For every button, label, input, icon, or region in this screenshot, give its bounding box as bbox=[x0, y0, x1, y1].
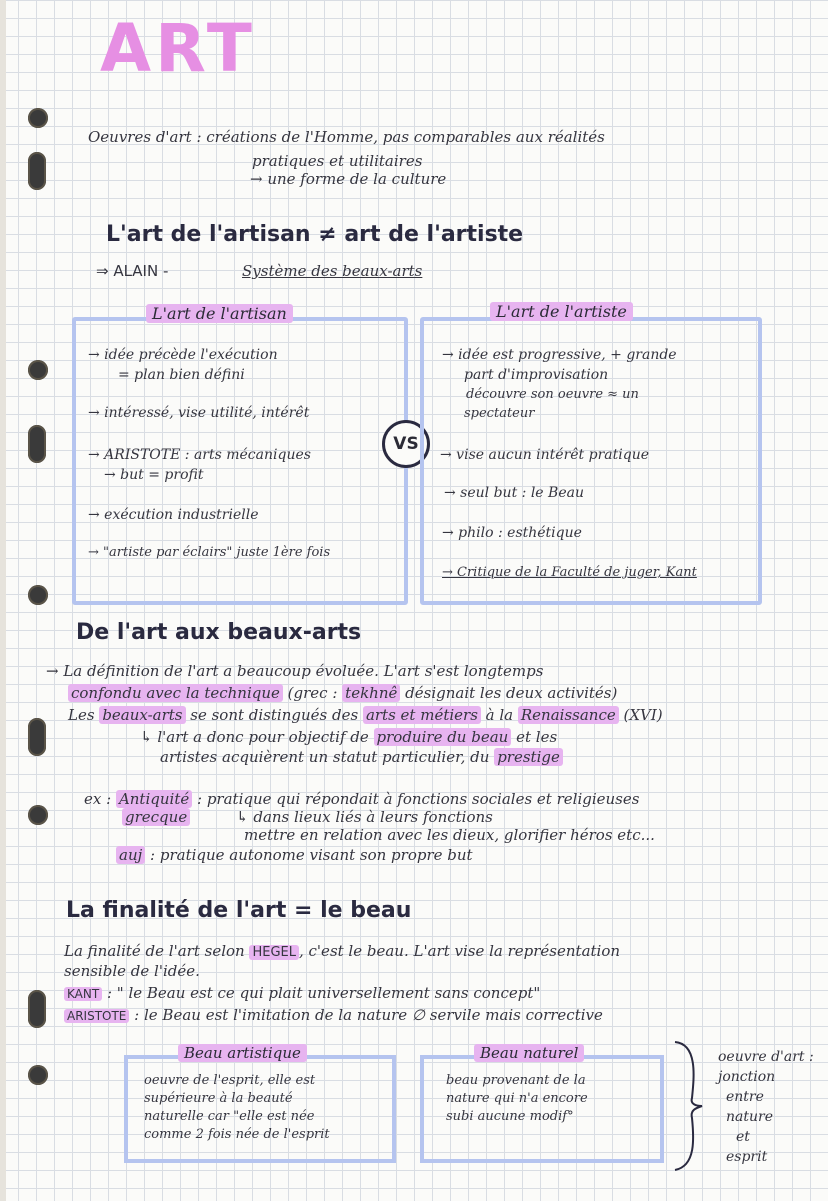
highlight: KANT bbox=[64, 987, 102, 1001]
binder-hole bbox=[28, 425, 46, 463]
binder-hole bbox=[28, 990, 46, 1028]
artisan-box-title: L'art de l'artisan bbox=[146, 304, 293, 323]
paragraph-line: confondu avec la technique (grec : tekhnê désignait les deux activités) bbox=[68, 684, 617, 702]
example-line: auj : pratique autonome visant son propre but bbox=[116, 846, 473, 864]
intro-line-3: → une forme de la culture bbox=[250, 170, 447, 188]
side-note: et bbox=[736, 1129, 750, 1145]
highlight: Antiquité bbox=[116, 790, 192, 808]
intro-line-1: Oeuvres d'art : créations de l'Homme, pas comparables aux réalités bbox=[88, 128, 605, 146]
example-line bbox=[122, 808, 190, 826]
list-item: découvre son oeuvre ≈ un bbox=[466, 387, 639, 402]
list-item: → vise aucun intérêt pratique bbox=[440, 447, 650, 463]
highlight: ARISTOTE bbox=[64, 1009, 129, 1023]
paragraph-line: artistes acquièrent un statut particulier, du prestige bbox=[160, 748, 563, 766]
list-item: part d'improvisation bbox=[464, 367, 609, 383]
list-item: spectateur bbox=[464, 406, 535, 421]
binder-hole bbox=[28, 805, 48, 825]
list-item: = plan bien défini bbox=[118, 367, 245, 383]
list-item: → ARISTOTE : arts mécaniques bbox=[88, 447, 311, 463]
paragraph-line: sensible de l'idée. bbox=[64, 962, 200, 980]
binder-hole bbox=[28, 1065, 48, 1085]
list-item: oeuvre de l'esprit, elle est bbox=[144, 1073, 316, 1088]
list-item: nature qui n'a encore bbox=[446, 1091, 588, 1106]
binder-hole bbox=[28, 360, 48, 380]
binder-hole bbox=[28, 108, 48, 128]
list-item: comme 2 fois née de l'esprit bbox=[144, 1127, 330, 1142]
highlight: beaux-arts bbox=[99, 706, 185, 724]
side-note: esprit bbox=[726, 1149, 768, 1165]
example-line: mettre en relation avec les dieux, glorifier héros etc... bbox=[244, 826, 655, 844]
list-item: → Critique de la Faculté de juger, Kant bbox=[442, 565, 697, 580]
binder-hole bbox=[28, 718, 46, 756]
list-item: subi aucune modif° bbox=[446, 1109, 574, 1124]
binder-hole bbox=[28, 152, 46, 190]
section-heading-beaux-arts: De l'art aux beaux-arts bbox=[76, 620, 362, 645]
section-heading-finalite: La finalité de l'art = le beau bbox=[66, 898, 412, 923]
alain-label: ⇒ ALAIN - bbox=[96, 262, 169, 280]
side-note: jonction bbox=[718, 1069, 776, 1085]
list-item: → idée précède l'exécution bbox=[88, 347, 278, 363]
list-item: → exécution industrielle bbox=[88, 507, 259, 523]
beau-artistique-title: Beau artistique bbox=[178, 1044, 307, 1062]
curly-brace bbox=[670, 1038, 710, 1174]
example-line: ex : Antiquité : pratique qui répondait à fonctions sociales et religieuses bbox=[84, 790, 640, 808]
side-note: oeuvre d'art : bbox=[718, 1049, 814, 1065]
highlight: prestige bbox=[494, 748, 563, 766]
paragraph-line: ↳ l'art a donc pour objectif de produire du beau et les bbox=[140, 728, 558, 746]
paragraph-line: → La définition de l'art a beaucoup évoluée. L'art s'est longtemps bbox=[46, 662, 544, 680]
kant-quote: KANT : " le Beau est ce qui plait universellement sans concept" bbox=[64, 984, 540, 1002]
list-item: → intéressé, vise utilité, intérêt bbox=[88, 405, 310, 421]
list-item: → seul but : le Beau bbox=[444, 485, 584, 501]
example-line: ↳ dans lieux liés à leurs fonctions bbox=[236, 808, 493, 826]
side-note: nature bbox=[726, 1109, 773, 1125]
side-note: entre bbox=[726, 1089, 764, 1105]
list-item: → "artiste par éclairs" juste 1ère fois bbox=[88, 545, 331, 560]
list-item: beau provenant de la bbox=[446, 1073, 586, 1088]
list-item: supérieure à la beauté bbox=[144, 1091, 293, 1106]
highlight: HEGEL bbox=[249, 945, 299, 960]
paper-margin bbox=[0, 0, 6, 1201]
section-heading-artisan-artiste: L'art de l'artisan ≠ art de l'artiste bbox=[106, 222, 524, 247]
binder-hole bbox=[28, 585, 48, 605]
highlight: arts et métiers bbox=[363, 706, 481, 724]
artiste-box-title: L'art de l'artiste bbox=[490, 302, 633, 321]
highlight: tekhnê bbox=[342, 684, 400, 702]
list-item: naturelle car "elle est née bbox=[144, 1109, 315, 1124]
page-title: ART bbox=[100, 10, 256, 87]
highlight: Renaissance bbox=[518, 706, 619, 724]
highlight: grecque bbox=[122, 808, 190, 826]
paragraph-line: Les beaux-arts se sont distingués des arts et métiers à la Renaissance (XVI) bbox=[68, 706, 663, 724]
list-item: → philo : esthétique bbox=[442, 525, 582, 541]
versus-badge: VS bbox=[382, 420, 430, 468]
aristote-quote: ARISTOTE : le Beau est l'imitation de la nature ∅ servile mais corrective bbox=[64, 1006, 603, 1024]
highlight: confondu avec la technique bbox=[68, 684, 283, 702]
alain-system: Système des beaux-arts bbox=[242, 262, 423, 280]
intro-line-2: pratiques et utilitaires bbox=[252, 152, 423, 170]
highlight: produire du beau bbox=[374, 728, 512, 746]
paragraph-line: La finalité de l'art selon HEGEL , c'est le beau. L'art vise la représentation bbox=[64, 942, 621, 960]
beau-naturel-title: Beau naturel bbox=[474, 1044, 584, 1062]
list-item: → idée est progressive, + grande bbox=[442, 347, 677, 363]
highlight: auj bbox=[116, 846, 145, 864]
list-item: → but = profit bbox=[104, 467, 204, 483]
